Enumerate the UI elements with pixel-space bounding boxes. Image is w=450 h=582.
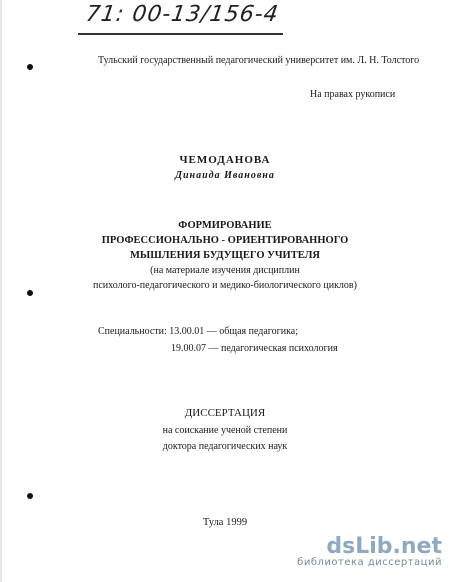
specialty-line: Специальности: 13.00.01 — общая педагогика; [98,326,299,337]
punch-hole-dot [27,64,33,70]
handwritten-code: 71: 00-13/156-4 [84,2,281,27]
watermark [297,534,442,568]
watermark-subtitle: библиотека диссертаций [297,557,442,568]
handwritten-underline [78,33,283,35]
dissertation-field: доктора педагогических наук [162,441,288,452]
title-subline: психолого-педагогического и медико-биологического циклов) [93,280,357,291]
city-year: Тула 1999 [202,517,248,528]
title-subline: (на материале изучения дисциплин [150,265,300,276]
watermark-logo: dsLib.net [326,534,442,559]
author-name: Динаида Ивановна [175,170,275,181]
title-line: ФОРМИРОВАНИЕ [178,220,272,231]
scan-edge [0,0,2,582]
author-surname: ЧЕМОДАНОВА [179,154,271,166]
title-line: ПРОФЕССИОНАЛЬНО - ОРИЕНТИРОВАННОГО [101,235,349,246]
manuscript-rights: На правах рукописи [310,89,396,100]
title-line: МЫШЛЕНИЯ БУДУЩЕГО УЧИТЕЛЯ [130,250,320,261]
dissertation-degree: на соискание ученой степени [162,425,288,436]
university-name: Тульский государственный педагогический университет им. Л. Н. Толстого [98,55,420,66]
specialty-line: 19.00.07 — педагогическая психология [171,343,338,354]
punch-hole-dot [27,493,33,499]
dissertation-heading: ДИССЕРТАЦИЯ [184,407,266,419]
